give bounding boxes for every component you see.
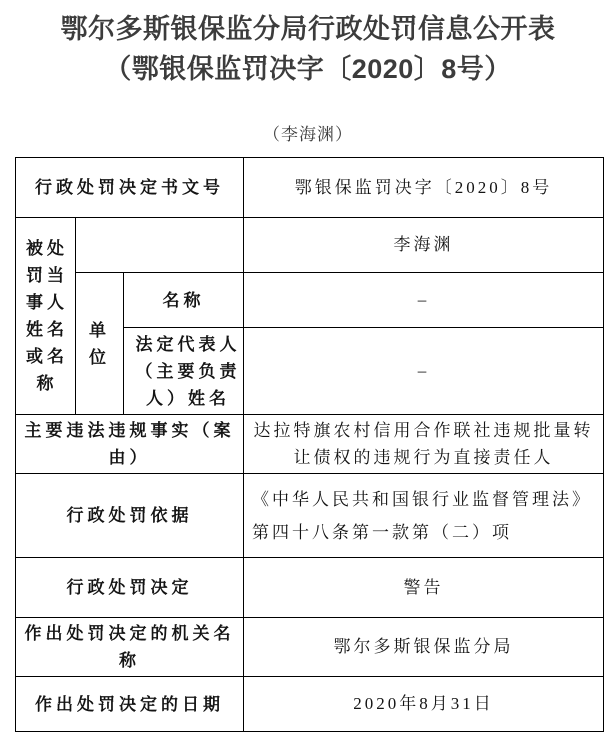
party-name-label <box>16 218 76 415</box>
date-label: 作出处罚决定的日期 <box>16 677 244 732</box>
authority-value: 鄂尔多斯银保监分局 <box>244 618 604 677</box>
page-title <box>0 0 616 89</box>
legal-rep-label <box>124 328 244 415</box>
penalty-table <box>15 157 604 732</box>
legal-rep-label-text: 法定代表人（主要负责人）姓名 <box>135 334 241 408</box>
table-row-decision <box>16 558 604 618</box>
page-subtitle: （李海渊） <box>263 125 353 144</box>
decision-label: 行政处罚决定 <box>16 558 244 618</box>
table-row-date <box>16 677 604 732</box>
table-row-person-name <box>16 218 604 273</box>
table-row-facts <box>16 415 604 474</box>
legal-rep-value: – <box>244 328 604 415</box>
table-row-basis <box>16 474 604 558</box>
unit-label <box>76 273 124 415</box>
page-title-line1: 鄂尔多斯银保监分局行政处罚信息公开表 <box>60 14 556 44</box>
doc-number-value: 鄂银保监罚决字〔2020〕8号 <box>244 158 604 218</box>
facts-label: 主要违法违规事实（案由） <box>16 415 244 474</box>
table-row-unit-name <box>16 273 604 328</box>
facts-value: 达拉特旗农村信用合作联社违规批量转让债权的违规行为直接责任人 <box>244 415 604 474</box>
person-name-value: 李海渊 <box>244 218 604 273</box>
basis-label: 行政处罚依据 <box>16 474 244 558</box>
authority-label: 作出处罚决定的机关名称 <box>16 618 244 677</box>
page-title-line2: （鄂银保监罚决字〔2020〕8号） <box>104 54 512 84</box>
table-row-doc-number <box>16 158 604 218</box>
doc-number-label: 行政处罚决定书文号 <box>16 158 244 218</box>
table-row-authority <box>16 618 604 677</box>
date-value: 2020年8月31日 <box>244 677 604 732</box>
unit-label-text: 单位 <box>89 320 110 367</box>
unit-name-label: 名称 <box>124 273 244 328</box>
party-name-label-text: 被处罚当事人姓名或名称 <box>26 239 68 393</box>
person-empty-cell <box>76 218 244 273</box>
basis-value: 《中华人民共和国银行业监督管理法》第四十八条第一款第（二）项 <box>244 474 604 558</box>
decision-value: 警告 <box>244 558 604 618</box>
unit-name-value: – <box>244 273 604 328</box>
